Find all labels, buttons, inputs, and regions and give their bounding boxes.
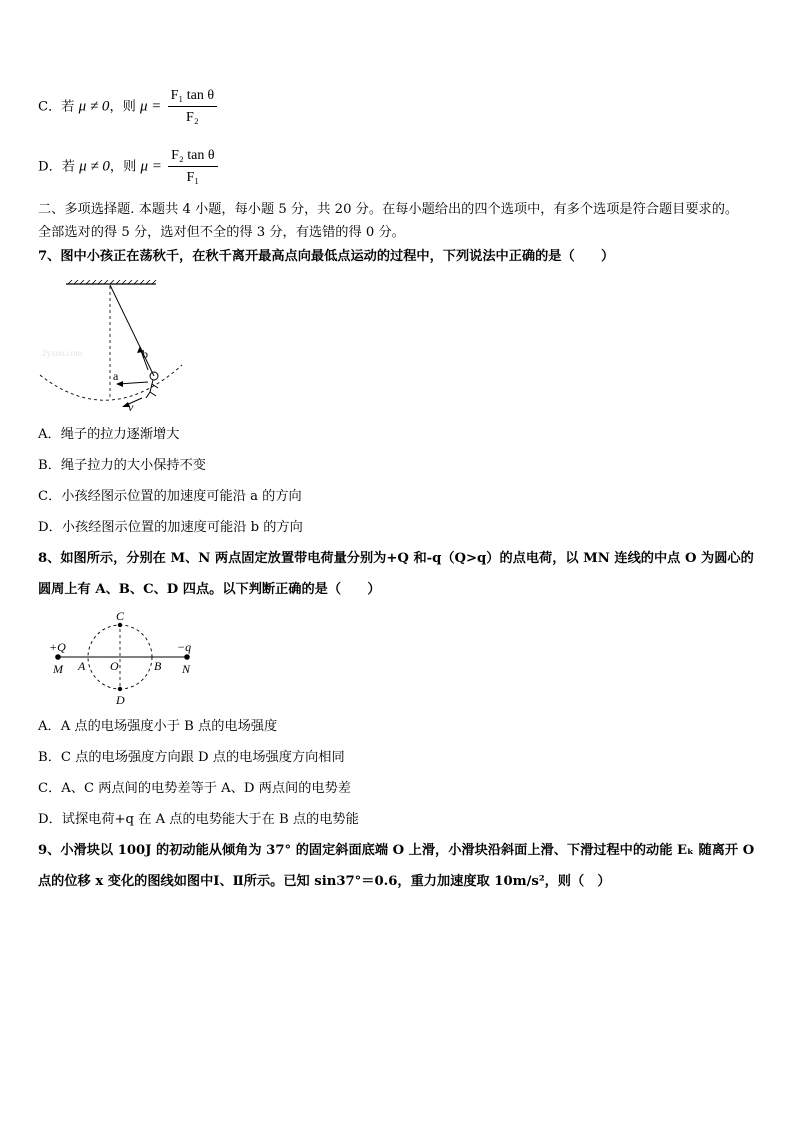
q7-option-b: B．绳子拉力的大小保持不变: [38, 458, 206, 473]
point-n: [184, 654, 190, 660]
q8-option-b: B．C 点的电场强度方向跟 D 点的电场强度方向相同: [38, 750, 345, 765]
label-d: D: [116, 693, 125, 707]
option-d-formula: [38, 147, 218, 187]
option-c-formula: [38, 87, 217, 127]
label-b: b: [142, 347, 148, 361]
formula-lhs: μ =: [140, 158, 162, 175]
fraction-numerator: F₂ tan θ: [168, 147, 217, 167]
ceiling-hatch: [68, 280, 156, 284]
label-m: M: [53, 662, 63, 676]
label-minus-q: −q: [177, 640, 192, 654]
q8-option-a: A．A 点的电场强度小于 B 点的电场强度: [38, 719, 278, 734]
then-text: ，则: [109, 159, 137, 175]
q7-option-d: D．小孩经图示位置的加速度可能沿 b 的方向: [38, 520, 303, 535]
q7-option-a: A．绳子的拉力逐渐增大: [38, 427, 180, 442]
swing-figure: [36, 280, 196, 415]
section-heading-cont: 全部选对的得 5 分，选对但不全的得 3 分，有选错的得 0 分。: [38, 225, 405, 240]
label-a: A: [78, 659, 86, 673]
point-d: [118, 687, 122, 691]
swing-arc: [40, 365, 182, 400]
fraction-denominator: F₂: [186, 110, 199, 125]
label-b: B: [154, 659, 162, 673]
condition: μ ≠ 0: [79, 158, 110, 175]
question-9-stem: 9、小滑块以 100J 的初动能从倾角为 37° 的固定斜面底端 O 上滑，小滑块沿斜面上滑、下滑过程中的动能 Eₖ 随离开 O: [38, 843, 755, 858]
fraction-numerator: F₁ tan θ: [168, 87, 217, 107]
question-9-stem-cont: 点的位移 x 变化的图线如图中Ⅰ、Ⅱ所示。已知 sin37°＝0.6，重力加速度取 10m/s²，则（ ）: [38, 874, 611, 889]
point-c: [118, 623, 122, 627]
watermark: 2yxoo.com: [42, 348, 83, 358]
fraction: [168, 87, 217, 127]
point-m: [55, 654, 61, 660]
formula-lhs: μ =: [140, 98, 162, 115]
child-figure: [146, 372, 158, 398]
charge-figure: [44, 608, 204, 708]
q7-option-c: C．小孩经图示位置的加速度可能沿 a 的方向: [38, 489, 302, 504]
label-o: O: [110, 659, 119, 673]
label-plus-q: +Q: [49, 640, 66, 654]
fraction-denominator: F₁: [186, 170, 200, 185]
question-8-stem-cont: 圆周上有 A、B、C、D 四点。以下判断正确的是（ ）: [38, 582, 381, 597]
condition: μ ≠ 0: [78, 98, 110, 115]
label-c: C: [116, 609, 125, 623]
q8-option-d: D．试探电荷+q 在 A 点的电势能大于在 B 点的电势能: [38, 812, 359, 827]
option-label: D．若: [38, 159, 75, 175]
fraction: [168, 147, 217, 187]
option-label: C．若: [38, 99, 75, 115]
label-v: v: [128, 400, 134, 414]
rope: [110, 285, 154, 376]
section-heading: 二、多项选择题. 本题共 4 小题，每小题 5 分，共 20 分。在每小题给出的四个选项中，有多个选项是符合题目要求的。: [38, 202, 739, 217]
question-7-stem: 7、图中小孩正在荡秋千，在秋千离开最高点向最低点运动的过程中，下列说法中正确的是（ ）: [38, 249, 615, 264]
label-n: N: [182, 662, 191, 676]
q8-option-c: C．A、C 两点间的电势差等于 A、D 两点间的电势差: [38, 781, 351, 796]
label-a: a: [113, 369, 119, 383]
then-text: ，则: [109, 99, 136, 115]
question-8-stem: 8、如图所示，分别在 M、N 两点固定放置带电荷量分别为+Q 和-q（Q>q）的点电荷，以 MN 连线的中点 O 为圆心的: [38, 551, 754, 566]
